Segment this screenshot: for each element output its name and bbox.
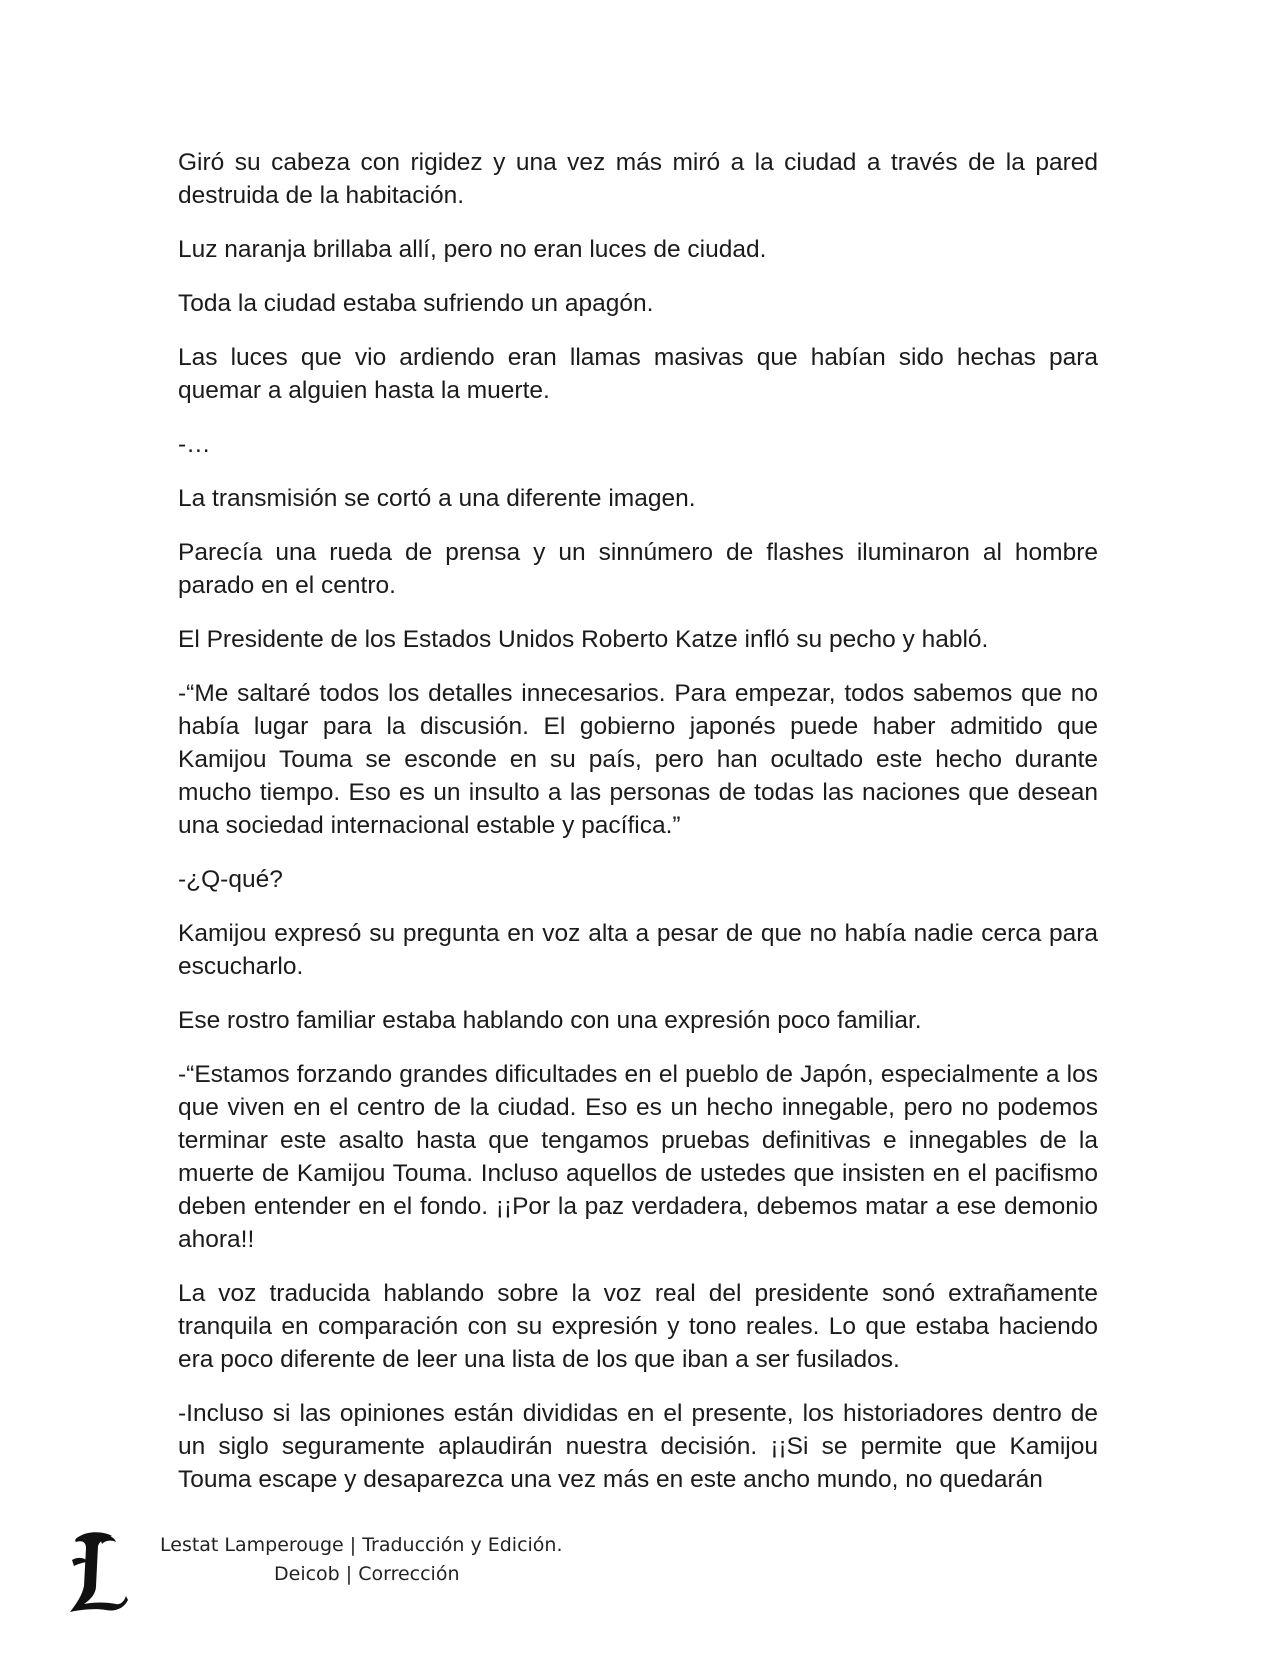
- paragraph: La voz traducida hablando sobre la voz real del presidente sonó extrañamente tranquila en comparación con su expresión y tono reales. Lo que estaba haciendo era poco diferente de leer una lista de los que iban a ser fusilados.: [178, 1280, 1098, 1373]
- paragraph: Ese rostro familiar estaba hablando con una expresión poco familiar.: [178, 1007, 922, 1034]
- footer-credits-correction: Deicob | Corrección: [274, 1563, 460, 1585]
- paragraph: El Presidente de los Estados Unidos Roberto Katze infló su pecho y habló.: [178, 626, 989, 653]
- paragraph: Toda la ciudad estaba sufriendo un apagón.: [178, 290, 654, 317]
- paragraph: Las luces que vio ardiendo eran llamas masivas que habían sido hechas para quemar a alguien hasta la muerte.: [178, 344, 1098, 404]
- paragraph: -¿Q-qué?: [178, 866, 283, 893]
- paragraph: La transmisión se cortó a una diferente imagen.: [178, 485, 696, 512]
- paragraph: Parecía una rueda de prensa y un sinnúmero de flashes iluminaron al hombre parado en el centro.: [178, 539, 1098, 599]
- gothic-l-logo-icon: [66, 1530, 128, 1612]
- page-footer: [0, 1530, 1280, 1630]
- paragraph: Kamijou expresó su pregunta en voz alta a pesar de que no había nadie cerca para escucharlo.: [178, 920, 1098, 980]
- paragraph: -“Me saltaré todos los detalles innecesarios. Para empezar, todos sabemos que no había lugar para la discusión. El gobierno japonés puede haber admitido que Kamijou Touma se esconde en su país, pero han ocultado este hecho durante mucho tiempo. Eso es un insulto a las personas de todas las naciones que desean una sociedad internacional estable y pacífica.”: [178, 680, 1098, 839]
- footer-credits-translation: Lestat Lamperouge | Traducción y Edición.: [160, 1534, 563, 1556]
- paragraph: Giró su cabeza con rigidez y una vez más miró a la ciudad a través de la pared destruida de la habitación.: [178, 149, 1098, 209]
- paragraph: Luz naranja brillaba allí, pero no eran luces de ciudad.: [178, 236, 767, 263]
- paragraph: -Incluso si las opiniones están divididas en el presente, los historiadores dentro de un siglo seguramente aplaudirán nuestra decisión. ¡¡Si se permite que Kamijou Touma escape y desaparezca una vez más en este ancho mundo, no quedarán: [178, 1400, 1098, 1493]
- paragraph: -“Estamos forzando grandes dificultades en el pueblo de Japón, especialmente a los que viven en el centro de la ciudad. Eso es un hecho innegable, pero no podemos terminar este asalto hasta que tengamos pruebas definitivas e innegables de la muerte de Kamijou Touma. Incluso aquellos de ustedes que insisten en el pacifismo deben entender en el fondo. ¡¡Por la paz verdadera, debemos matar a ese demonio ahora!!: [178, 1061, 1098, 1253]
- paragraph: -…: [178, 431, 211, 458]
- body-text: [178, 146, 1098, 1517]
